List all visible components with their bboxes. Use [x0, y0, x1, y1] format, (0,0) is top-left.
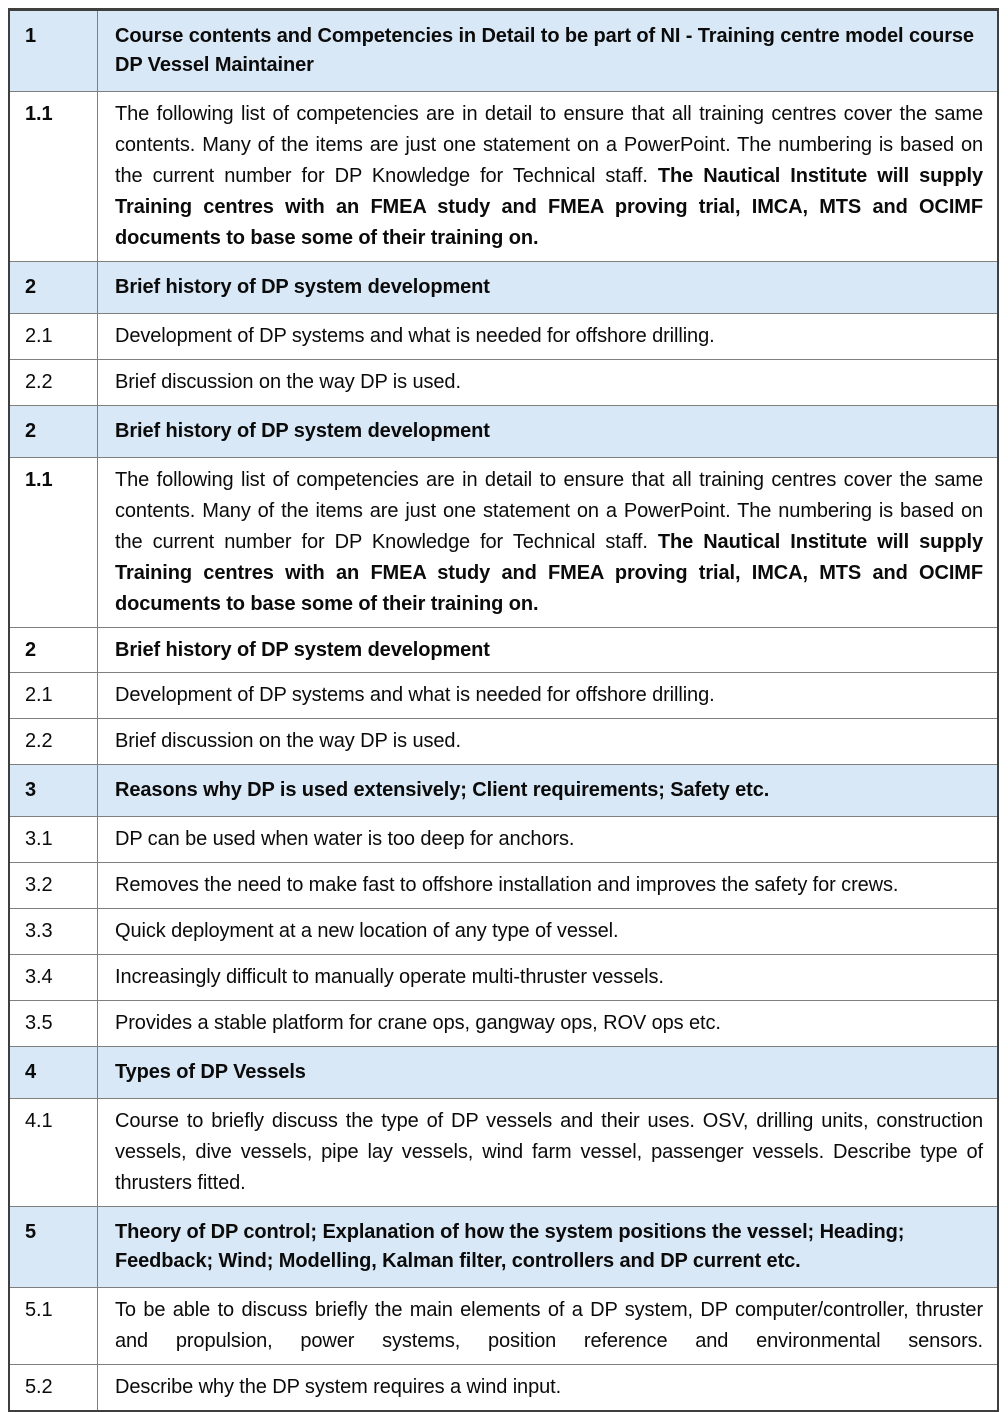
competency-row	[10, 672, 997, 718]
row-content-cell	[98, 314, 997, 359]
row-text: Provides a stable platform for crane ops, gangway ops, ROV ops etc.	[115, 1012, 721, 1034]
row-text-bold: The Nautical Institute will supply Training centres with an FMEA study and FMEA proving trial, IMCA, MTS and OCIMF documents to base some of their training on.	[115, 531, 983, 615]
row-number-cell	[10, 1288, 98, 1364]
row-content-cell	[98, 909, 997, 954]
row-number-cell	[10, 1001, 98, 1046]
row-number: 3.2	[25, 874, 53, 896]
row-text: Brief discussion on the way DP is used.	[115, 371, 461, 393]
row-number-cell	[10, 458, 98, 627]
row-content-cell	[98, 1047, 997, 1098]
row-number: 4	[25, 1061, 37, 1083]
row-text: Removes the need to make fast to offshore installation and improves the safety for crews.	[115, 874, 899, 896]
row-number: 2	[25, 420, 37, 442]
row-number-cell	[10, 719, 98, 764]
row-number: 1.1	[25, 469, 53, 491]
row-number: 2	[25, 276, 37, 298]
section-header-row	[10, 405, 997, 457]
competency-row	[10, 1098, 997, 1206]
row-text: Course contents and Competencies in Detail to be part of NI - Training centre model course DP Vessel Maintainer	[115, 25, 974, 76]
row-content-cell	[98, 863, 997, 908]
row-content-cell	[98, 11, 997, 91]
section-header-row	[10, 11, 997, 91]
row-content-cell	[98, 1207, 997, 1287]
row-text: Types of DP Vessels	[115, 1061, 306, 1083]
row-number: 2.2	[25, 730, 53, 752]
row-text: Brief discussion on the way DP is used.	[115, 730, 461, 752]
row-number-cell	[10, 406, 98, 457]
row-text: Brief history of DP system development	[115, 639, 490, 661]
competency-row	[10, 91, 997, 261]
competency-row	[10, 908, 997, 954]
row-content-cell	[98, 92, 997, 261]
row-content-cell	[98, 406, 997, 457]
row-number: 3	[25, 779, 37, 801]
row-number: 3.4	[25, 966, 53, 988]
row-text: Course to briefly discuss the type of DP vessels and their uses. OSV, drilling units, construction vessels, dive vessels, pipe lay vessels, wind farm vessel, passenger vessels. Describe type of thrusters fitted.	[115, 1110, 983, 1194]
row-content-cell	[98, 719, 997, 764]
row-text: Development of DP systems and what is needed for offshore drilling.	[115, 325, 715, 347]
row-content-cell	[98, 1365, 997, 1410]
row-number-cell	[10, 360, 98, 405]
row-number-cell	[10, 92, 98, 261]
row-content-cell	[98, 673, 997, 718]
course-contents-table	[8, 8, 999, 1412]
row-text: The following list of competencies are in detail to ensure that all training centres cover the same contents. Many of the items are just one statement on a PowerPoint. The numbering is based on the current number for DP Knowledge for Technical staff.	[115, 103, 983, 187]
competency-row	[10, 359, 997, 405]
competency-row	[10, 1364, 997, 1410]
row-number-cell	[10, 628, 98, 672]
row-number: 5.1	[25, 1299, 53, 1321]
row-content-cell	[98, 1001, 997, 1046]
row-number: 3.1	[25, 828, 53, 850]
section-header-row	[10, 261, 997, 313]
row-content-cell	[98, 628, 997, 672]
row-number-cell	[10, 1047, 98, 1098]
row-content-cell	[98, 955, 997, 1000]
row-number-cell	[10, 1365, 98, 1410]
row-number: 1	[25, 25, 37, 47]
competency-row	[10, 862, 997, 908]
competency-row	[10, 457, 997, 627]
competency-row	[10, 313, 997, 359]
row-number: 1.1	[25, 103, 53, 125]
section-header-row	[10, 764, 997, 816]
row-text: DP can be used when water is too deep for anchors.	[115, 828, 575, 850]
row-text: Brief history of DP system development	[115, 420, 490, 442]
row-text: Brief history of DP system development	[115, 276, 490, 298]
row-text: Increasingly difficult to manually operate multi-thruster vessels.	[115, 966, 664, 988]
row-number-cell	[10, 955, 98, 1000]
competency-row	[10, 816, 997, 862]
row-number-cell	[10, 909, 98, 954]
row-content-cell	[98, 458, 997, 627]
row-content-cell	[98, 360, 997, 405]
row-number-cell	[10, 765, 98, 816]
row-number: 5.2	[25, 1376, 53, 1398]
row-number-cell	[10, 817, 98, 862]
row-number: 5	[25, 1221, 37, 1243]
row-number: 2.1	[25, 684, 53, 706]
row-content-cell	[98, 1099, 997, 1206]
row-text: Describe why the DP system requires a wind input.	[115, 1376, 562, 1398]
row-text: The following list of competencies are in detail to ensure that all training centres cover the same contents. Many of the items are just one statement on a PowerPoint. The numbering is based on the current number for DP Knowledge for Technical staff.	[115, 469, 983, 553]
row-text: Reasons why DP is used extensively; Client requirements; Safety etc.	[115, 779, 770, 801]
row-number-cell	[10, 863, 98, 908]
row-content-cell	[98, 1288, 997, 1364]
row-number-cell	[10, 1099, 98, 1206]
section-header-row	[10, 1206, 997, 1287]
section-header-row	[10, 627, 997, 672]
section-header-row	[10, 1046, 997, 1098]
row-number: 4.1	[25, 1110, 53, 1132]
row-number-cell	[10, 262, 98, 313]
competency-row	[10, 954, 997, 1000]
row-text: Theory of DP control; Explanation of how the system positions the vessel; Heading; Feedback; Wind; Modelling, Kalman filter, controllers and DP current etc.	[115, 1221, 905, 1272]
row-text: To be able to discuss briefly the main elements of a DP system, DP computer/controller, thruster and propulsion, power systems, position reference and environmental sensors.	[115, 1299, 983, 1352]
row-number: 3.5	[25, 1012, 53, 1034]
row-number: 3.3	[25, 920, 53, 942]
row-text-bold: The Nautical Institute will supply Training centres with an FMEA study and FMEA proving trial, IMCA, MTS and OCIMF documents to base some of their training on.	[115, 165, 983, 249]
competency-row	[10, 718, 997, 764]
row-number-cell	[10, 314, 98, 359]
row-content-cell	[98, 817, 997, 862]
row-content-cell	[98, 765, 997, 816]
row-number-cell	[10, 673, 98, 718]
competency-row	[10, 1287, 997, 1364]
competency-row	[10, 1000, 997, 1046]
row-content-cell	[98, 262, 997, 313]
row-number-cell	[10, 11, 98, 91]
row-text: Development of DP systems and what is needed for offshore drilling.	[115, 684, 715, 706]
row-number: 2.1	[25, 325, 53, 347]
row-number: 2.2	[25, 371, 53, 393]
row-number-cell	[10, 1207, 98, 1287]
row-text: Quick deployment at a new location of any type of vessel.	[115, 920, 619, 942]
row-number: 2	[25, 639, 37, 661]
